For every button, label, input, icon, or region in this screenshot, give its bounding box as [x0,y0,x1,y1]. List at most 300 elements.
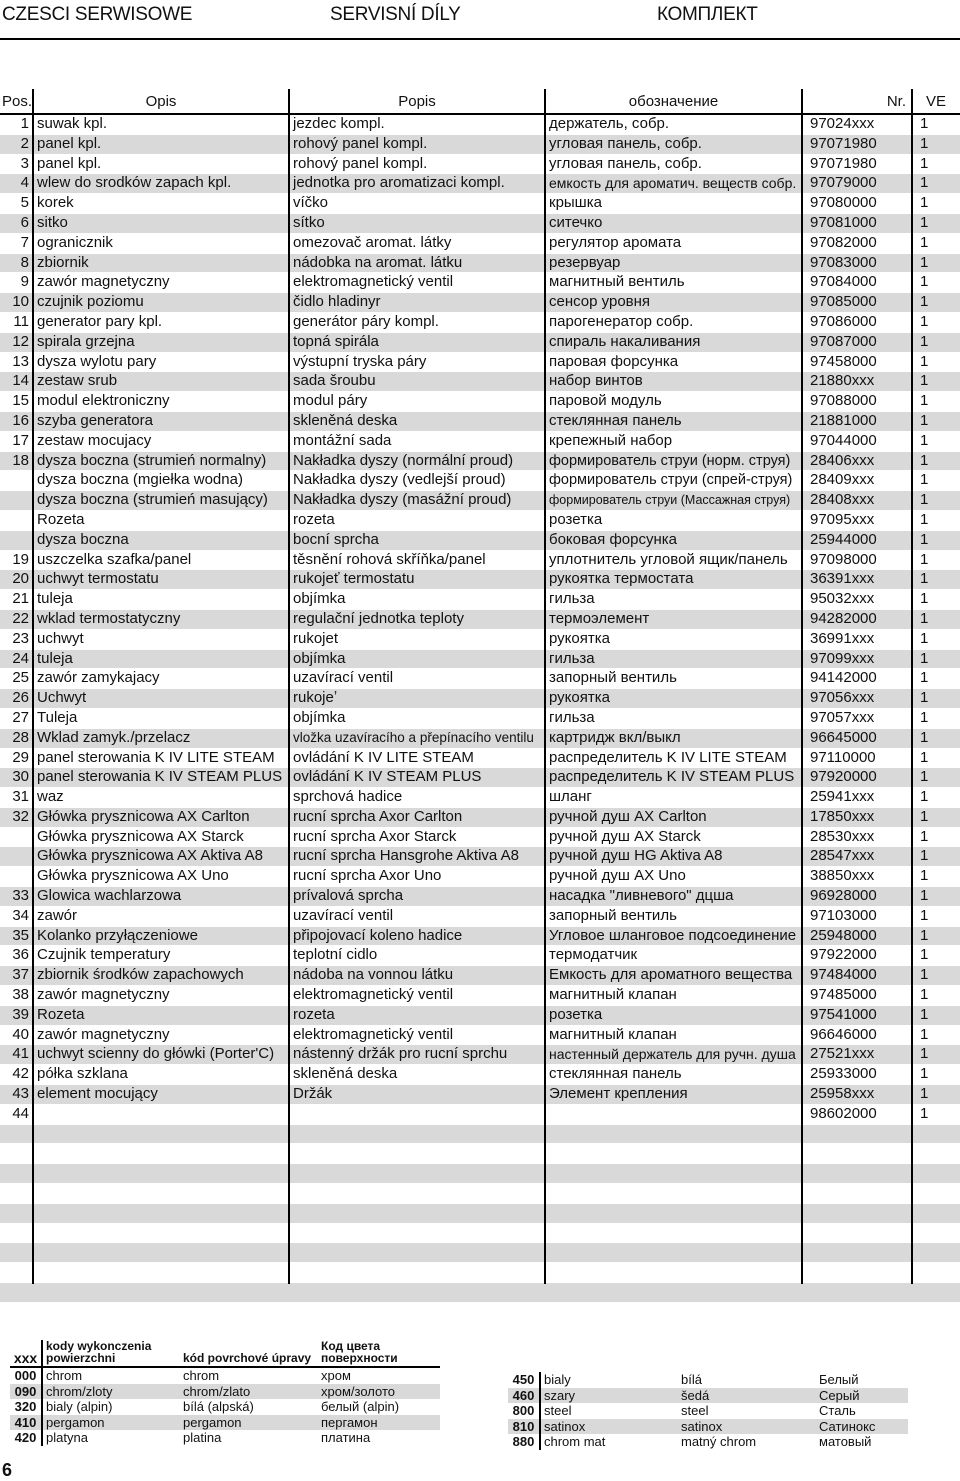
cell-pl: Główka prysznicowa AX Aktiva A8 [33,847,289,867]
cell-ve: 1 [912,213,960,233]
cell-ve: 1 [912,352,960,372]
legend-header-code: xxx [10,1340,42,1367]
cell-nr: 28409xxx [802,471,912,491]
cell-nr [802,1203,912,1223]
legend-row [508,1434,908,1450]
cell-cz [289,1144,545,1164]
cell-nr: 97922000 [802,946,912,966]
legend-cell-cz: šedá [678,1388,816,1404]
cell-ve: 1 [912,312,960,332]
cell-pl: zawór magnetyczny [33,273,289,293]
table-row [0,312,960,332]
cell-pl: wlew do srodków zapach kpl. [33,174,289,194]
cell-pl: Uchwyt [33,689,289,709]
cell-cz [289,1203,545,1223]
cell-pl: Główka prysznicowa AX Uno [33,867,289,887]
table-row [0,1283,960,1303]
table-row [0,708,960,728]
cell-pos [0,1184,33,1204]
cell-nr: 97084000 [802,273,912,293]
legend-header-pl: kody wykonczenia powierzchni [42,1340,180,1367]
legend-row [508,1403,908,1419]
cell-pos: 2 [0,134,33,154]
cell-nr: 97087000 [802,332,912,352]
table-row [0,134,960,154]
cell-nr: 97071980 [802,154,912,174]
cell-pos: 24 [0,649,33,669]
cell-cz [289,1243,545,1263]
table-row [0,491,960,511]
cell-ru: регулятор аромата [545,233,802,253]
cell-cz: sítko [289,213,545,233]
legend-cell-code: 420 [10,1430,42,1446]
cell-cz: teplotní cidlo [289,946,545,966]
table-row [0,1184,960,1204]
cell-pos: 27 [0,708,33,728]
cell-pos: 44 [0,1104,33,1124]
cell-pl: panel kpl. [33,134,289,154]
cell-ru: крышка [545,194,802,214]
cell-ru: розетка [545,1005,802,1025]
cell-ru: картридж вкл/выкл [545,728,802,748]
cell-ve: 1 [912,293,960,313]
cell-ve: 1 [912,867,960,887]
table-row [0,530,960,550]
cell-ve: 1 [912,1065,960,1085]
cell-ru: ручной душ AX Carlton [545,807,802,827]
cell-cz: elektromagnetický ventil [289,273,545,293]
cell-nr: 28406xxx [802,451,912,471]
cell-pos [0,827,33,847]
cell-ve: 1 [912,194,960,214]
cell-pos [0,510,33,530]
cell-ve: 1 [912,114,960,134]
cell-ru: угловая панель, собр. [545,154,802,174]
cell-pos: 39 [0,1005,33,1025]
cell-ru: ручной душ AX Starck [545,827,802,847]
cell-ru: насадка "ливневого" дцша [545,887,802,907]
table-row [0,590,960,610]
cell-cz: rozeta [289,510,545,530]
cell-ve: 1 [912,1085,960,1105]
legend-cell-ru: матовый [819,1434,872,1449]
legend-cell-code: 000 [10,1367,42,1384]
col-divider [544,89,546,1284]
cell-cz: nástenný držák pro rucní sprchu [289,1045,545,1065]
cell-ve: 1 [912,451,960,471]
cell-ve: 1 [912,847,960,867]
cell-ve: 1 [912,590,960,610]
cell-pos: 33 [0,887,33,907]
cell-ve: 1 [912,807,960,827]
cell-ve: 1 [912,154,960,174]
cell-ve [912,1124,960,1144]
cell-ve: 1 [912,1025,960,1045]
header-title-cz: SERVISNÍ DÍLY [330,4,461,25]
cell-pos [0,1243,33,1263]
parts-header-row [0,89,960,114]
cell-nr: 97056xxx [802,689,912,709]
cell-pos [0,847,33,867]
cell-nr: 97024xxx [802,114,912,134]
cell-nr: 97103000 [802,906,912,926]
cell-nr: 28530xxx [802,827,912,847]
cell-cz: modul páry [289,392,545,412]
cell-cz [289,1223,545,1243]
legend-cell-pl: bialy [544,1372,571,1387]
cell-cz: uzavírací ventil [289,669,545,689]
cell-pl [33,1104,289,1124]
cell-ve [912,1223,960,1243]
cell-ru [545,1283,802,1303]
cell-cz: skleněná deska [289,411,545,431]
cell-nr: 94142000 [802,669,912,689]
cell-ru [545,1164,802,1184]
cell-cz [289,1263,545,1283]
table-row [0,788,960,808]
cell-ve [912,1263,960,1283]
table-row [0,748,960,768]
cell-ve: 1 [912,550,960,570]
cell-cz: rucní sprcha Axor Uno [289,867,545,887]
header-title-ru: КОМПЛЕКТ [657,4,758,25]
legend-cell-ru: белый (alpin) [321,1399,400,1414]
cell-pl: Główka prysznicowa AX Starck [33,827,289,847]
cell-pos [0,1203,33,1223]
legend-header-ru: Код цвета поверхности [318,1340,440,1367]
legend-cell-ru: платина [321,1430,371,1445]
cell-cz [289,1283,545,1303]
cell-pl: modul elektroniczny [33,392,289,412]
cell-ve: 1 [912,174,960,194]
cell-ve: 1 [912,708,960,728]
table-row [0,1164,960,1184]
cell-pos [0,1223,33,1243]
legend-row [10,1384,440,1400]
cell-ru: гильза [545,590,802,610]
cell-ve [912,1203,960,1223]
cell-nr: 97080000 [802,194,912,214]
cell-ru: шланг [545,788,802,808]
cell-ru: резервуар [545,253,802,273]
cell-cz: ovládání K IV LITE STEAM [289,748,545,768]
cell-pl [33,1263,289,1283]
table-row [0,887,960,907]
cell-nr: 17850xxx [802,807,912,827]
cell-nr: 95032xxx [802,590,912,610]
cell-ru: термоэлемент [545,609,802,629]
cell-ve: 1 [912,887,960,907]
table-row [0,1243,960,1263]
cell-pl: tuleja [33,590,289,610]
table-row [0,114,960,134]
table-row [0,451,960,471]
parts-table [0,89,960,1303]
table-row [0,1005,960,1025]
col-header-ru: обозначение [545,89,802,114]
table-row [0,1065,960,1085]
cell-pl: uchwyt scienny do główki (Porter'C) [33,1045,289,1065]
cell-pos: 28 [0,728,33,748]
cell-cz: Držák [289,1085,545,1105]
cell-ve: 1 [912,748,960,768]
cell-pl: dysza boczna [33,530,289,550]
cell-ru [545,1223,802,1243]
cell-cz: elektromagnetický ventil [289,986,545,1006]
cell-pl: wklad termostatyczny [33,609,289,629]
cell-nr [802,1184,912,1204]
cell-ru: ручной душ HG Aktiva A8 [545,847,802,867]
cell-pos: 1 [0,114,33,134]
legend-cell-cz: bílá (alpská) [183,1399,254,1414]
cell-pos: 38 [0,986,33,1006]
cell-ru: настенный держатель для ручн. душа [545,1045,802,1065]
cell-ve: 1 [912,609,960,629]
cell-nr: 97057xxx [802,708,912,728]
cell-ru: угловая панель, собр. [545,134,802,154]
cell-ru: Емкость для ароматного вещества [545,966,802,986]
table-row [0,293,960,313]
cell-pl: dysza wylotu pary [33,352,289,372]
cell-cz: nádoba na vonnou látku [289,966,545,986]
cell-nr [802,1283,912,1303]
cell-pl [33,1184,289,1204]
legend-cell-pl: chrom/zloty [42,1384,180,1400]
cell-cz: uzavírací ventil [289,906,545,926]
legend-cell-code: 450 [508,1372,540,1388]
cell-cz: Nakładka dyszy (vedlejší proud) [289,471,545,491]
cell-pos: 40 [0,1025,33,1045]
header-title-pl: CZESCI SERWISOWE [2,4,193,25]
cell-ru: держатель, собр. [545,114,802,134]
cell-ru [545,1184,802,1204]
cell-pos: 14 [0,372,33,392]
legend-row [10,1430,440,1446]
cell-pl: Rozeta [33,510,289,530]
legend-cell-cz: platina [183,1430,222,1445]
table-row [0,1144,960,1164]
cell-ru: запорный вентиль [545,669,802,689]
cell-ru [545,1104,802,1124]
table-row [0,1045,960,1065]
cell-nr [802,1243,912,1263]
cell-pl: dysza boczna (mgiełka wodna) [33,471,289,491]
legend-cell-code: 880 [508,1434,540,1450]
cell-pos: 3 [0,154,33,174]
cell-nr: 21880xxx [802,372,912,392]
cell-pos: 41 [0,1045,33,1065]
cell-ve: 1 [912,649,960,669]
col-divider [288,89,290,1284]
cell-nr: 25944000 [802,530,912,550]
finish-codes-legend-left [10,1340,440,1446]
cell-pl: szyba generatora [33,411,289,431]
cell-cz: objímka [289,649,545,669]
cell-pos: 12 [0,332,33,352]
cell-pos: 23 [0,629,33,649]
cell-pos: 31 [0,788,33,808]
cell-ve: 1 [912,1005,960,1025]
cell-ru: рукоятка [545,689,802,709]
legend-cell-ru: Сталь [819,1403,856,1418]
cell-nr: 27521xxx [802,1045,912,1065]
legend-cell-code: 090 [10,1384,42,1400]
cell-pl: uchwyt [33,629,289,649]
cell-ru: ручной душ AX Uno [545,867,802,887]
cell-pl: zbiornik [33,253,289,273]
cell-cz: rukojeť termostatu [289,570,545,590]
cell-nr: 97484000 [802,966,912,986]
cell-pl: zestaw mocujacy [33,431,289,451]
cell-ru: Угловое шланговое подсоединение [545,926,802,946]
cell-pos: 43 [0,1085,33,1105]
cell-ru: магнитный клапан [545,1025,802,1045]
cell-ru: рукоятка термостата [545,570,802,590]
legend-header-row [10,1340,440,1367]
table-row [0,570,960,590]
cell-pos: 11 [0,312,33,332]
cell-ve: 1 [912,273,960,293]
cell-pl: zawór magnetyczny [33,1025,289,1045]
legend-left-body [10,1367,440,1446]
cell-pos [0,530,33,550]
cell-nr: 97088000 [802,392,912,412]
cell-pl: panel kpl. [33,154,289,174]
legend-row [10,1399,440,1415]
cell-pl: Główka prysznicowa AX Carlton [33,807,289,827]
cell-cz: připojovací koleno hadice [289,926,545,946]
cell-cz: nádobka na aromat. látku [289,253,545,273]
cell-ve: 1 [912,530,960,550]
cell-nr: 97081000 [802,213,912,233]
cell-cz: rozeta [289,1005,545,1025]
finish-codes-legend-right [508,1372,908,1450]
cell-nr [802,1223,912,1243]
cell-cz: vložka uzavíracího a přepínacího ventilu [289,728,545,748]
cell-ve: 1 [912,906,960,926]
cell-nr: 97485000 [802,986,912,1006]
legend-cell-ru: хром/золото [318,1384,440,1400]
cell-ve: 1 [912,570,960,590]
cell-nr: 28408xxx [802,491,912,511]
cell-pos: 34 [0,906,33,926]
cell-ve [912,1144,960,1164]
legend-cell-cz: chrom/zlato [180,1384,318,1400]
cell-nr: 21881000 [802,411,912,431]
cell-ru: стеклянная панель [545,1065,802,1085]
legend-cell-ru: хром [321,1368,351,1383]
table-row [0,827,960,847]
table-row [0,431,960,451]
cell-ve: 1 [912,728,960,748]
cell-cz: jednotka pro aromatizaci kompl. [289,174,545,194]
legend-cell-code: 800 [508,1403,540,1419]
table-row [0,1104,960,1124]
table-row [0,807,960,827]
cell-cz: víčko [289,194,545,214]
table-row [0,233,960,253]
cell-nr: 96646000 [802,1025,912,1045]
cell-pl: korek [33,194,289,214]
cell-ve: 1 [912,233,960,253]
cell-nr [802,1164,912,1184]
cell-nr: 97095xxx [802,510,912,530]
legend-cell-pl: satinox [540,1419,678,1435]
cell-ru: формирователь струи (Массажная струя) [545,491,802,511]
legend-cell-cz: matný chrom [681,1434,757,1449]
cell-pos: 20 [0,570,33,590]
cell-pl: czujnik poziomu [33,293,289,313]
table-row [0,1085,960,1105]
page-number: 6 [2,1460,13,1480]
col-header-pos: Pos. [0,89,33,114]
cell-pl: sitko [33,213,289,233]
cell-cz: čidlo hladinyr [289,293,545,313]
cell-cz: jezdec kompl. [289,114,545,134]
cell-ru: гильза [545,649,802,669]
cell-pl: waz [33,788,289,808]
cell-pl: zbiornik środków zapachowych [33,966,289,986]
cell-cz: rohový panel kompl. [289,154,545,174]
cell-cz: těsnění rohová skříňka/panel [289,550,545,570]
cell-pos: 9 [0,273,33,293]
cell-ve: 1 [912,669,960,689]
cell-pl: panel sterowania K IV LITE STEAM [33,748,289,768]
cell-ve: 1 [912,411,960,431]
table-row [0,946,960,966]
cell-ru [545,1144,802,1164]
cell-cz [289,1164,545,1184]
cell-nr: 97541000 [802,1005,912,1025]
cell-ru: формирователь струи (спрей-струя) [545,471,802,491]
legend-cell-cz: steel [681,1403,709,1418]
cell-ve: 1 [912,926,960,946]
legend-cell-pl: chrom [46,1368,83,1383]
parts-body [0,114,960,1302]
cell-ve [912,1164,960,1184]
cell-ru: ситечко [545,213,802,233]
cell-ve [912,1283,960,1303]
cell-pl: ogranicznik [33,233,289,253]
cell-pos: 19 [0,550,33,570]
cell-pos: 25 [0,669,33,689]
table-row [0,1203,960,1223]
cell-ve: 1 [912,966,960,986]
cell-nr: 96928000 [802,887,912,907]
cell-pos: 5 [0,194,33,214]
cell-cz: ovládání K IV STEAM PLUS [289,768,545,788]
cell-pl: uchwyt termostatu [33,570,289,590]
cell-pl: Wklad zamyk./przelacz [33,728,289,748]
cell-ve [912,1184,960,1204]
cell-cz: regulační jednotka teploty [289,609,545,629]
cell-pl: zawór magnetyczny [33,986,289,1006]
cell-pl: Glowica wachlarzowa [33,887,289,907]
table-row [0,689,960,709]
cell-cz: prívalová sprcha [289,887,545,907]
cell-ru: рукоятка [545,629,802,649]
cell-pos: 21 [0,590,33,610]
col-divider [32,89,34,1284]
cell-pos: 36 [0,946,33,966]
table-row [0,847,960,867]
cell-cz: rucní sprcha Hansgrohe Aktiva A8 [289,847,545,867]
cell-ru: сенсор уровня [545,293,802,313]
cell-pos: 8 [0,253,33,273]
legend-right-body [508,1372,908,1450]
cell-ve: 1 [912,629,960,649]
cell-pl [33,1164,289,1184]
